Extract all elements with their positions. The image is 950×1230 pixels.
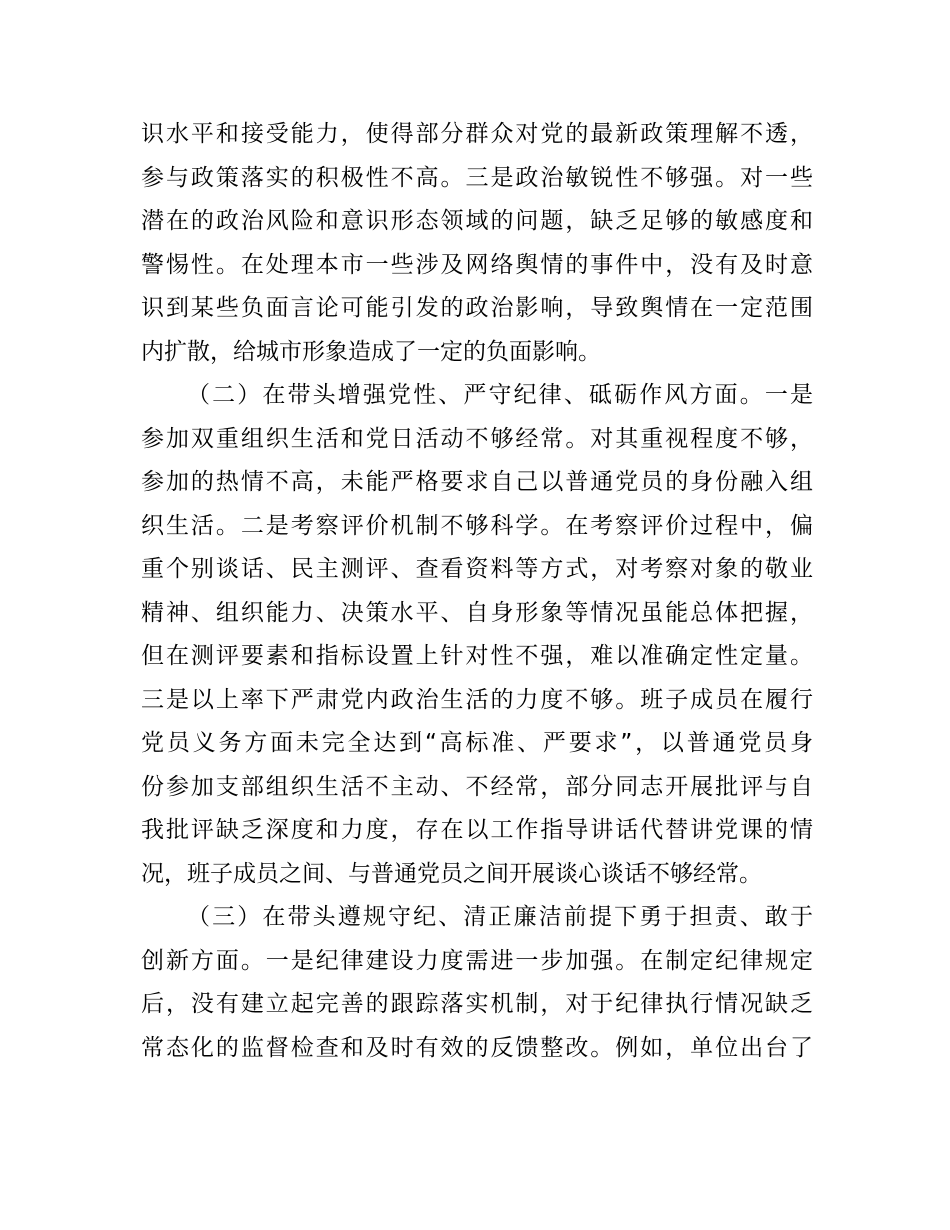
text-line: 常态化的监督检查和及时有效的反馈整改。例如，单位出台了 (141, 1034, 813, 1061)
text-line: 但在测评要素和指标设置上针对性不强，难以准确定性定量。 (141, 643, 813, 669)
text-line: 三是以上率下严肃党内政治生活的力度不够。班子成员在履行 (141, 686, 813, 713)
text-line: 况，班子成员之间、与普通党员之间开展谈心谈话不够经常。 (141, 860, 762, 887)
section-heading-line: （二）在带头增强党性、严守纪律、砥砺作风方面。一是 (187, 382, 813, 408)
paragraph-2 (141, 374, 813, 896)
text-line: 份参加支部组织生活不主动、不经常，部分同志开展批评与自 (141, 773, 813, 800)
text-line: 参与政策落实的积极性不高。三是政治敏锐性不够强。对一些 (141, 164, 813, 191)
text-line: 精神、组织能力、决策水平、自身形象等情况虽能总体把握， (141, 599, 813, 626)
text-line: 潜在的政治风险和意识形态领域的问题，缺乏足够的敏感度和 (141, 208, 813, 234)
document-body (141, 113, 813, 1070)
text-line: 识水平和接受能力，使得部分群众对党的最新政策理解不透， (141, 121, 813, 147)
text-line: 我批评缺乏深度和力度，存在以工作指导讲话代替讲党课的情 (141, 817, 813, 843)
paragraph-3 (141, 896, 813, 1070)
section-heading-line: （三）在带头遵规守纪、清正廉洁前提下勇于担责、敢于 (187, 904, 813, 930)
text-line: 警惕性。在处理本市一些涉及网络舆情的事件中，没有及时意 (141, 251, 813, 278)
paragraph-1 (141, 113, 813, 374)
text-line: 后，没有建立起完善的跟踪落实机制，对于纪律执行情况缺乏 (141, 991, 813, 1017)
text-line: 识到某些负面言论可能引发的政治影响，导致舆情在一定范围 (141, 295, 813, 321)
text-line: 参加的热情不高，未能严格要求自己以普通党员的身份融入组 (141, 469, 813, 495)
text-line: 创新方面。一是纪律建设力度需进一步加强。在制定纪律规定 (141, 947, 813, 974)
text-line: 重个别谈话、民主测评、查看资料等方式，对考察对象的敬业 (141, 556, 813, 582)
text-line: 内扩散，给城市形象造成了一定的负面影响。 (141, 338, 601, 365)
text-line: 党员义务方面未完全达到“高标准、严要求”，以普通党员身 (141, 730, 813, 756)
text-line: 参加双重组织生活和党日活动不够经常。对其重视程度不够， (141, 425, 813, 452)
text-line: 织生活。二是考察评价机制不够科学。在考察评价过程中，偏 (141, 512, 813, 539)
